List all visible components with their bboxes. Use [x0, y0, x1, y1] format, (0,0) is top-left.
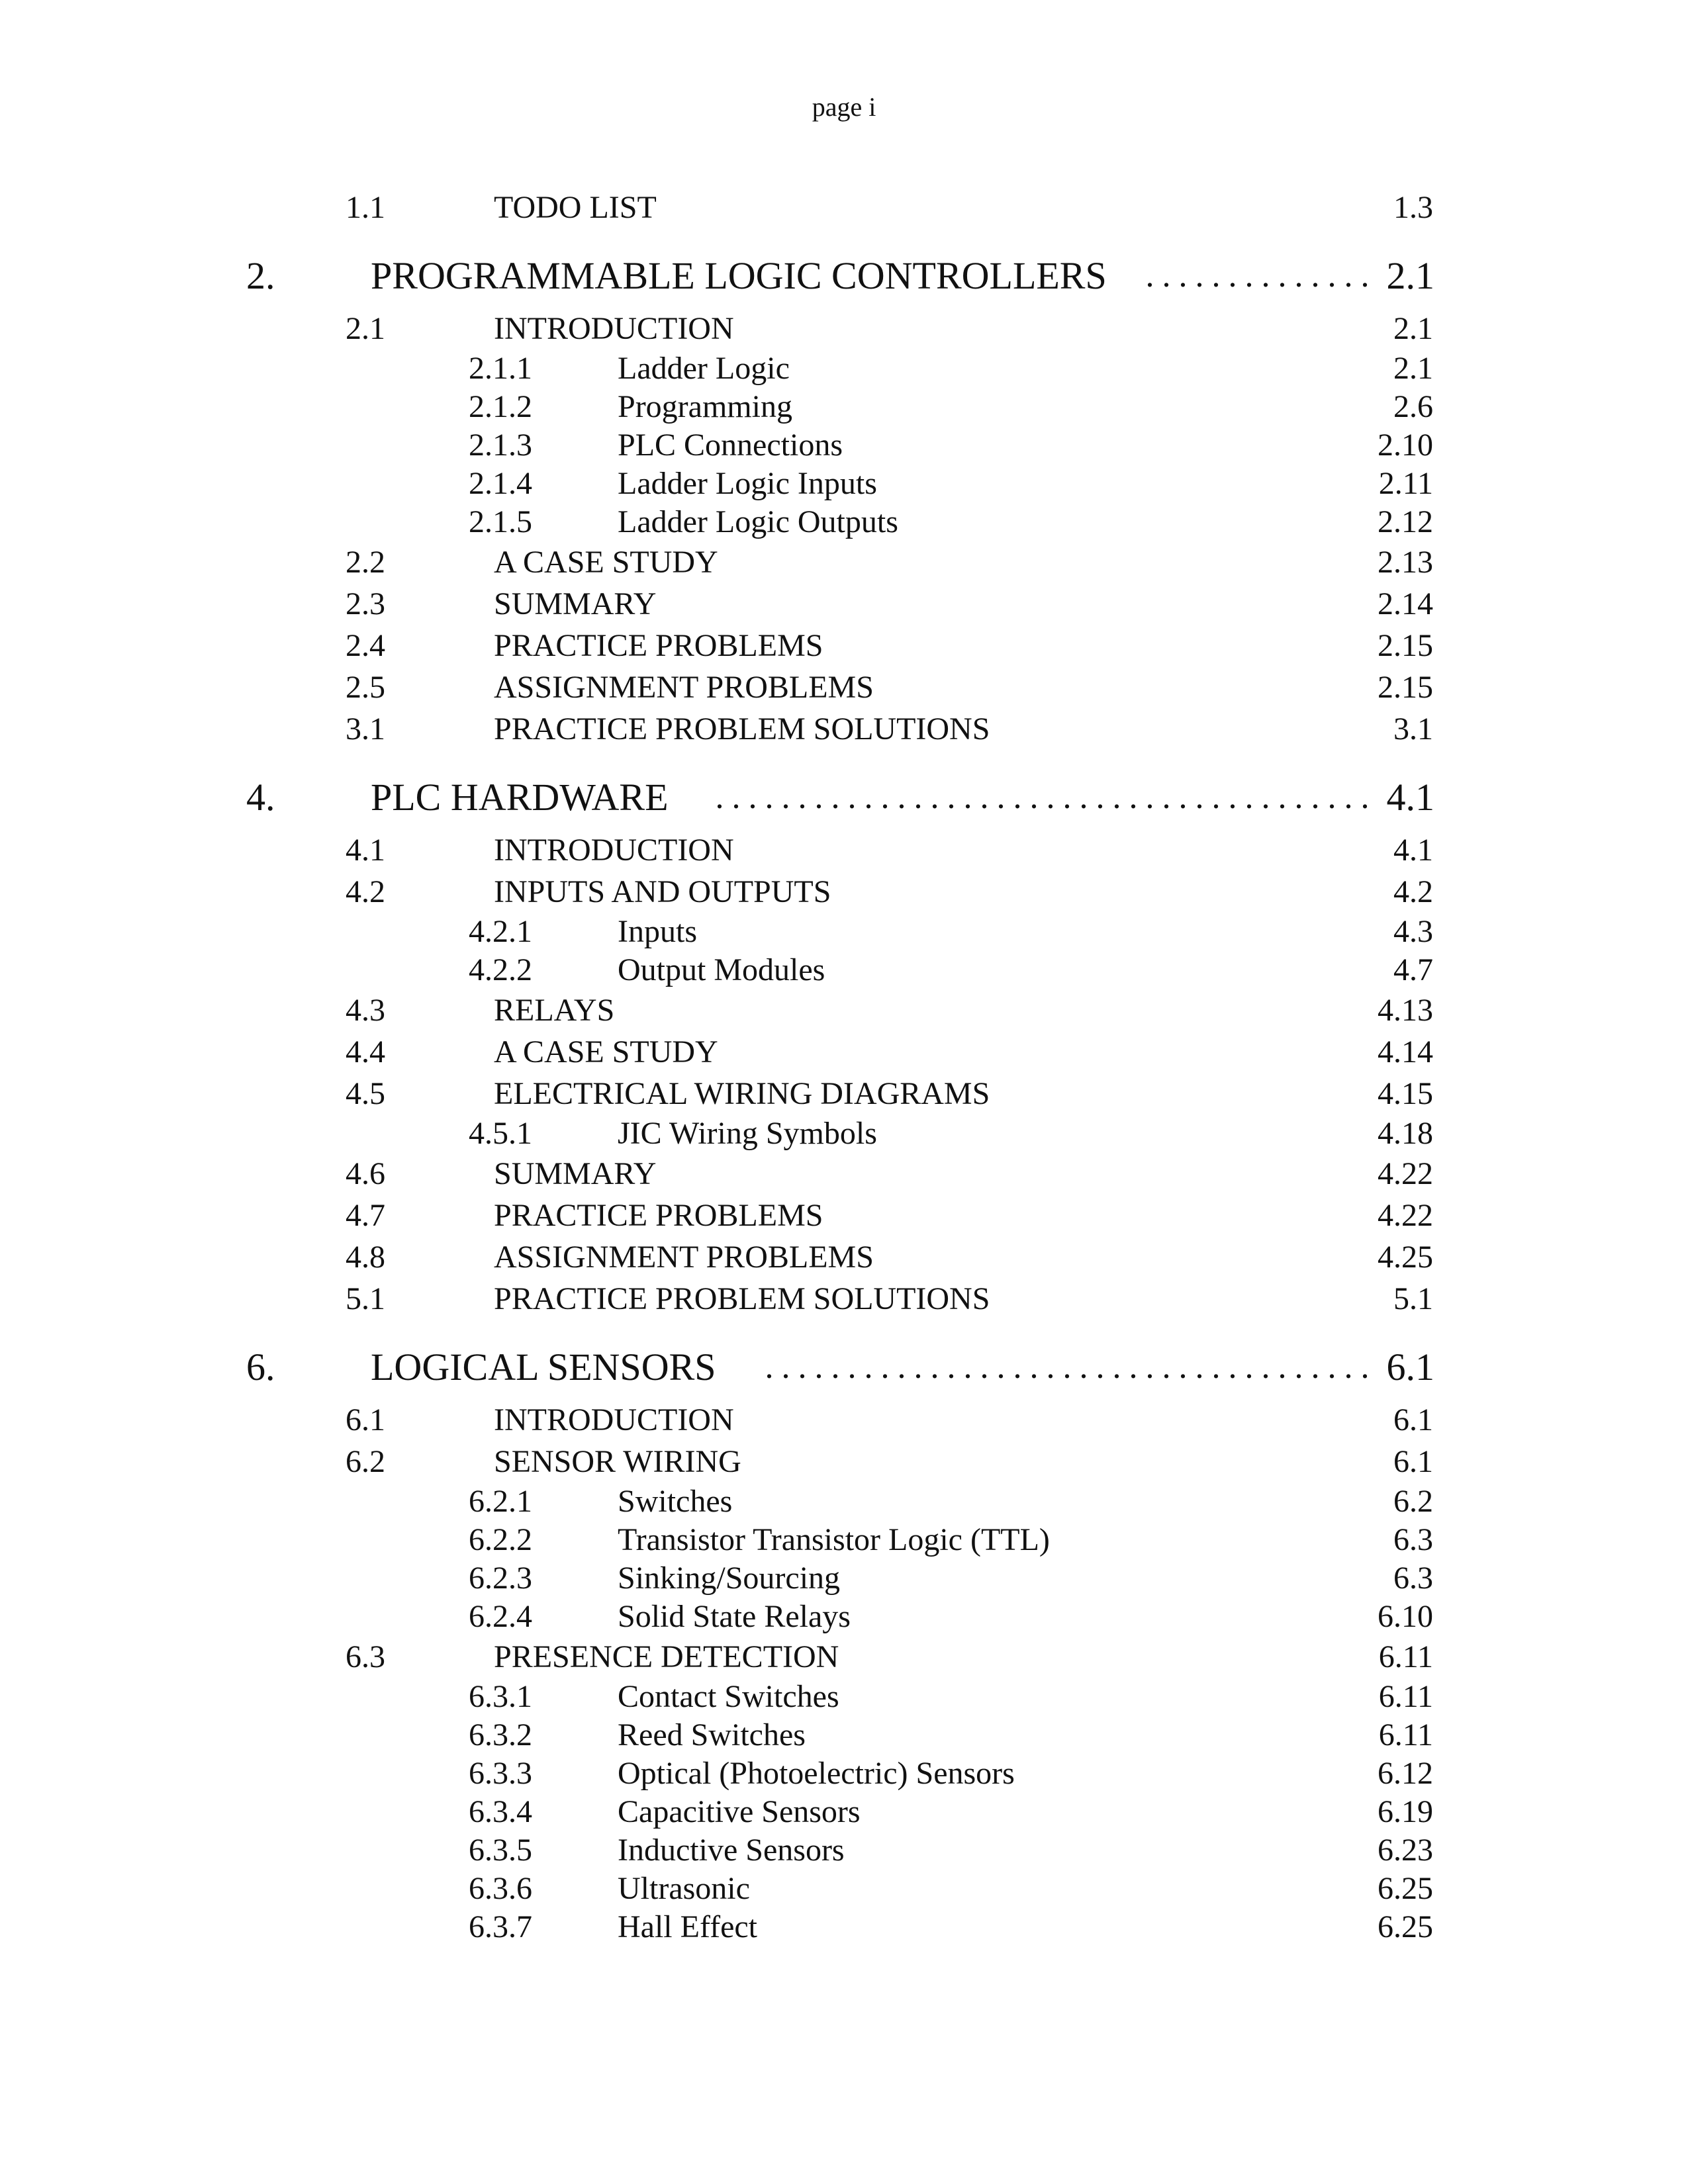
toc-entry-number: 6.2.3: [469, 1561, 532, 1596]
toc-entry-number: 6.: [246, 1345, 275, 1388]
toc-entry-number: 4.4: [346, 1034, 385, 1069]
toc-entry-page: 4.7: [1393, 952, 1433, 987]
toc-section-entry[interactable]: [0, 989, 1688, 1031]
toc-entry-page: 6.3: [1393, 1561, 1433, 1596]
toc-entry-page: 2.15: [1378, 670, 1433, 705]
toc-entry-title: TODO LIST: [494, 190, 657, 225]
toc-section-entry[interactable]: [0, 187, 1688, 228]
toc-entry-number: 6.3.3: [469, 1756, 532, 1791]
toc-entry-title: Optical (Photoelectric) Sensors: [618, 1756, 1015, 1791]
toc-entry-title: A CASE STUDY: [494, 1034, 718, 1069]
toc-entry-number: 2.5: [346, 670, 385, 705]
toc-entry-number: 6.3.6: [469, 1871, 532, 1906]
toc-entry-page: 4.15: [1378, 1076, 1433, 1111]
toc-entry-page: 2.15: [1378, 628, 1433, 663]
toc-entry-title: PRACTICE PROBLEMS: [494, 1198, 823, 1233]
toc-entry-page: 1.3: [1393, 190, 1433, 225]
toc-entry-title: Transistor Transistor Logic (TTL): [618, 1522, 1050, 1557]
toc-entry-page: 4.25: [1378, 1240, 1433, 1275]
toc-section-entry[interactable]: [0, 308, 1688, 349]
toc-entry-page: 6.3: [1393, 1522, 1433, 1557]
toc-entry-page: 6.11: [1378, 1679, 1433, 1714]
toc-section-entry[interactable]: [0, 1236, 1688, 1278]
toc-entry-title: INPUTS AND OUTPUTS: [494, 874, 831, 909]
toc-entry-number: 4.2.2: [469, 952, 532, 987]
toc-entry-page: 6.1: [1393, 1402, 1433, 1437]
toc-entry-page: 2.10: [1378, 428, 1433, 463]
toc-entry-number: 3.1: [346, 711, 385, 747]
toc-entry-page: 6.25: [1378, 1909, 1433, 1944]
toc-subsection-entry[interactable]: [0, 1754, 1688, 1793]
toc-entry-title: PLC HARDWARE: [371, 776, 669, 819]
toc-entry-page: 6.23: [1378, 1833, 1433, 1868]
toc-subsection-entry[interactable]: [0, 1482, 1688, 1521]
toc-entry-page: 4.13: [1378, 993, 1433, 1028]
toc-entry-title: ASSIGNMENT PROBLEMS: [494, 1240, 874, 1275]
toc-entry-page: 6.2: [1393, 1484, 1433, 1519]
toc-entry-title: Programming: [618, 389, 792, 424]
toc-entry-page: 4.2: [1393, 874, 1433, 909]
toc-entry-title: Capacitive Sensors: [618, 1794, 861, 1829]
toc-subsection-entry[interactable]: [0, 913, 1688, 951]
toc-entry-number: 4.7: [346, 1198, 385, 1233]
toc-entry-title: SENSOR WIRING: [494, 1444, 741, 1479]
toc-entry-title: RELAYS: [494, 993, 615, 1028]
toc-entry-title: ASSIGNMENT PROBLEMS: [494, 670, 874, 705]
toc-entry-number: 4.2: [346, 874, 385, 909]
toc-entry-title: Reed Switches: [618, 1717, 806, 1752]
toc-entry-page: 2.1: [1393, 351, 1433, 386]
toc-entry-page: 4.22: [1378, 1198, 1433, 1233]
toc-entry-title: ELECTRICAL WIRING DIAGRAMS: [494, 1076, 990, 1111]
toc-entry-title: Ladder Logic Inputs: [618, 466, 877, 501]
toc-entry-page: 6.1: [1393, 1444, 1433, 1479]
toc-entry-page: 4.14: [1378, 1034, 1433, 1069]
toc-entry-title: PRACTICE PROBLEMS: [494, 628, 823, 663]
toc-dot-leader: ........................................: [715, 778, 1378, 816]
toc-entry-number: 2.1.1: [469, 351, 532, 386]
toc-entry-page: 2.13: [1378, 545, 1433, 580]
toc-section-entry[interactable]: [0, 1153, 1688, 1195]
toc-entry-number: 2.3: [346, 586, 385, 621]
toc-entry-number: 2.1.5: [469, 504, 532, 539]
toc-entry-number: 6.1: [346, 1402, 385, 1437]
toc-entry-page: 2.14: [1378, 586, 1433, 621]
toc-section-entry[interactable]: [0, 708, 1688, 750]
toc-entry-title: Ladder Logic: [618, 351, 790, 386]
page-number-header: page i: [812, 92, 876, 122]
toc-entry-number: 4.3: [346, 993, 385, 1028]
toc-entry-number: 6.3.7: [469, 1909, 532, 1944]
toc-entry-page: 4.1: [1386, 776, 1434, 819]
toc-entry-title: INTRODUCTION: [494, 833, 734, 868]
toc-entry-page: 6.11: [1378, 1639, 1433, 1674]
toc-entry-title: Inputs: [618, 914, 697, 949]
toc-entry-number: 6.3.5: [469, 1833, 532, 1868]
toc-entry-number: 6.3.1: [469, 1679, 532, 1714]
toc-entry-title: A CASE STUDY: [494, 545, 718, 580]
toc-entry-page: 6.1: [1386, 1345, 1434, 1388]
toc-entry-title: LOGICAL SENSORS: [371, 1345, 716, 1388]
toc-entry-title: Contact Switches: [618, 1679, 839, 1714]
toc-entry-title: Inductive Sensors: [618, 1833, 845, 1868]
toc-entry-page: 2.12: [1378, 504, 1433, 539]
toc-entry-title: Output Modules: [618, 952, 825, 987]
toc-entry-number: 2.: [246, 254, 275, 297]
toc-entry-number: 2.1: [346, 311, 385, 346]
toc-entry-title: Ultrasonic: [618, 1871, 750, 1906]
toc-entry-number: 4.5.1: [469, 1116, 532, 1151]
toc-entry-page: 4.22: [1378, 1156, 1433, 1191]
toc-entry-number: 1.1: [346, 190, 385, 225]
toc-entry-title: PRESENCE DETECTION: [494, 1639, 839, 1674]
toc-section-entry[interactable]: [0, 829, 1688, 871]
toc-entry-number: 4.6: [346, 1156, 385, 1191]
toc-entry-page: 6.12: [1378, 1756, 1433, 1791]
toc-section-entry[interactable]: [0, 1441, 1688, 1482]
toc-entry-number: 4.: [246, 776, 275, 819]
toc-entry-title: Solid State Relays: [618, 1599, 851, 1634]
toc-entry-title: INTRODUCTION: [494, 1402, 734, 1437]
toc-entry-title: PLC Connections: [618, 428, 843, 463]
toc-subsection-entry[interactable]: [0, 1678, 1688, 1716]
toc-section-entry[interactable]: [0, 625, 1688, 666]
toc-entry-number: 6.3: [346, 1639, 385, 1674]
toc-entry-page: 2.1: [1393, 311, 1433, 346]
toc-entry-title: Hall Effect: [618, 1909, 758, 1944]
toc-chapter-entry[interactable]: [0, 1341, 1688, 1394]
toc-subsection-entry[interactable]: [0, 951, 1688, 989]
toc-entry-number: 4.2.1: [469, 914, 532, 949]
toc-entry-number: 6.2.2: [469, 1522, 532, 1557]
toc-entry-page: 4.18: [1378, 1116, 1433, 1151]
toc-entry-title: PROGRAMMABLE LOGIC CONTROLLERS: [371, 254, 1107, 297]
toc-entry-page: 2.11: [1378, 466, 1433, 501]
table-of-contents: [0, 187, 1688, 1946]
toc-entry-number: 5.1: [346, 1281, 385, 1316]
toc-entry-title: PRACTICE PROBLEM SOLUTIONS: [494, 711, 990, 747]
toc-subsection-entry[interactable]: [0, 1793, 1688, 1831]
toc-section-entry[interactable]: [0, 871, 1688, 913]
toc-entry-page: 6.10: [1378, 1599, 1433, 1634]
toc-entry-title: INTRODUCTION: [494, 311, 734, 346]
toc-chapter-entry[interactable]: [0, 771, 1688, 824]
toc-subsection-entry[interactable]: [0, 1870, 1688, 1908]
toc-subsection-entry[interactable]: [0, 1908, 1688, 1946]
toc-entry-page: 6.11: [1378, 1717, 1433, 1752]
toc-section-entry[interactable]: [0, 1636, 1688, 1678]
toc-section-entry[interactable]: [0, 1073, 1688, 1115]
toc-entry-number: 6.2.4: [469, 1599, 532, 1634]
toc-entry-page: 2.6: [1393, 389, 1433, 424]
toc-section-entry[interactable]: [0, 583, 1688, 625]
toc-subsection-entry[interactable]: [0, 1831, 1688, 1870]
toc-subsection-entry[interactable]: [0, 1716, 1688, 1754]
toc-section-entry[interactable]: [0, 541, 1688, 583]
toc-dot-leader: .....................................: [765, 1348, 1378, 1386]
toc-entry-number: 4.1: [346, 833, 385, 868]
toc-section-entry[interactable]: [0, 666, 1688, 708]
toc-entry-title: Switches: [618, 1484, 733, 1519]
toc-subsection-entry[interactable]: [0, 426, 1688, 465]
toc-entry-number: 6.3.4: [469, 1794, 532, 1829]
toc-entry-number: 6.2: [346, 1444, 385, 1479]
toc-entry-number: 2.1.4: [469, 466, 532, 501]
toc-subsection-entry[interactable]: [0, 1115, 1688, 1153]
toc-entry-page: 4.3: [1393, 914, 1433, 949]
toc-subsection-entry[interactable]: [0, 1559, 1688, 1598]
toc-entry-title: SUMMARY: [494, 586, 657, 621]
toc-subsection-entry[interactable]: [0, 503, 1688, 541]
toc-subsection-entry[interactable]: [0, 349, 1688, 388]
toc-entry-page: 5.1: [1393, 1281, 1433, 1316]
toc-subsection-entry[interactable]: [0, 465, 1688, 503]
toc-section-entry[interactable]: [0, 1278, 1688, 1320]
toc-entry-number: 2.2: [346, 545, 385, 580]
toc-entry-title: PRACTICE PROBLEM SOLUTIONS: [494, 1281, 990, 1316]
toc-section-entry[interactable]: [0, 1031, 1688, 1073]
toc-entry-number: 2.1.3: [469, 428, 532, 463]
toc-entry-number: 6.3.2: [469, 1717, 532, 1752]
toc-entry-title: Sinking/Sourcing: [618, 1561, 841, 1596]
toc-entry-title: SUMMARY: [494, 1156, 657, 1191]
toc-chapter-entry[interactable]: [0, 250, 1688, 302]
toc-entry-title: JIC Wiring Symbols: [618, 1116, 877, 1151]
toc-entry-page: 6.25: [1378, 1871, 1433, 1906]
toc-subsection-entry[interactable]: [0, 388, 1688, 426]
toc-entry-title: Ladder Logic Outputs: [618, 504, 898, 539]
toc-section-entry[interactable]: [0, 1399, 1688, 1441]
toc-entry-page: 3.1: [1393, 711, 1433, 747]
toc-dot-leader: ..............: [1145, 257, 1378, 295]
toc-entry-number: 2.4: [346, 628, 385, 663]
toc-entry-number: 6.2.1: [469, 1484, 532, 1519]
toc-entry-number: 2.1.2: [469, 389, 532, 424]
toc-entry-page: 2.1: [1386, 254, 1434, 297]
toc-subsection-entry[interactable]: [0, 1521, 1688, 1559]
toc-entry-number: 4.5: [346, 1076, 385, 1111]
toc-subsection-entry[interactable]: [0, 1598, 1688, 1636]
toc-entry-page: 4.1: [1393, 833, 1433, 868]
toc-entry-page: 6.19: [1378, 1794, 1433, 1829]
toc-entry-number: 4.8: [346, 1240, 385, 1275]
toc-section-entry[interactable]: [0, 1195, 1688, 1236]
